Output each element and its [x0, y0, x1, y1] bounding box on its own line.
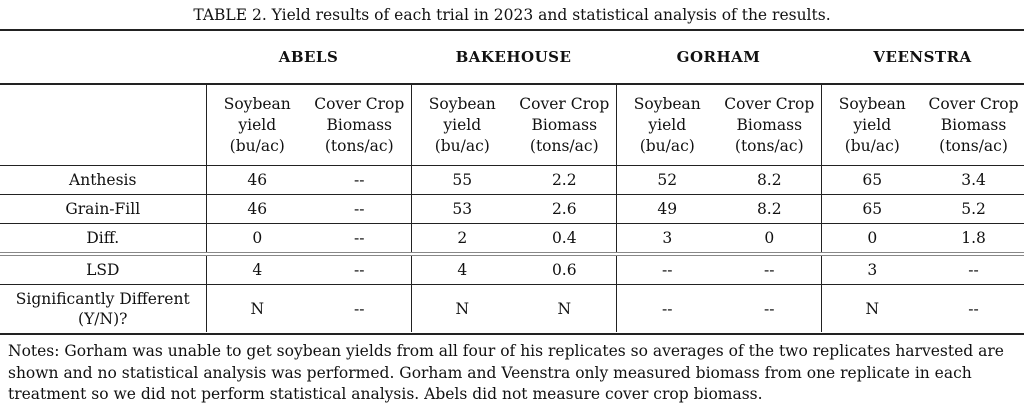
table-cell: -- — [308, 166, 411, 195]
table-cell: N — [557, 299, 572, 318]
group-header-veenstra: VEENSTRA — [821, 31, 1024, 84]
table-cell: 4 — [411, 254, 513, 285]
subheader-cover-crop-biomass: Cover Crop Biomass (tons/ac) — [513, 84, 616, 166]
table-cell: 3 — [821, 254, 923, 285]
subheader-soybean-yield: Soybean yield (bu/ac) — [616, 84, 718, 166]
table-cell: 5.2 — [923, 195, 1024, 224]
subheader-cover-crop-biomass: Cover Crop Biomass (tons/ac) — [923, 84, 1024, 166]
yield-results-table — [0, 31, 1024, 332]
table-cell: -- — [308, 195, 411, 224]
subheader-soybean-yield: Soybean yield (bu/ac) — [411, 84, 513, 166]
table-cell: 46 — [206, 195, 308, 224]
table-cell: 49 — [616, 195, 718, 224]
table-row-grain-fill — [0, 195, 1024, 224]
table-cell: 1.8 — [923, 224, 1024, 255]
group-header-abels: ABELS — [206, 31, 411, 84]
subheader-cover-crop-biomass: Cover Crop Biomass (tons/ac) — [308, 84, 411, 166]
table-cell: 2.2 — [513, 166, 616, 195]
table-cell: 4 — [206, 254, 308, 285]
table-cell: 65 — [821, 195, 923, 224]
subheader-soybean-yield: Soybean yield (bu/ac) — [206, 84, 308, 166]
table-cell: 46 — [206, 166, 308, 195]
table-cell: 0 — [206, 224, 308, 255]
table-cell: 0 — [718, 224, 821, 255]
table-cell: 55 — [411, 166, 513, 195]
table-cell: 0.6 — [513, 254, 616, 285]
table-cell: -- — [616, 285, 718, 333]
group-header-bakehouse: BAKEHOUSE — [411, 31, 616, 84]
table-row-lsd — [0, 254, 1024, 285]
table-cell: N — [206, 285, 308, 333]
row-label: Diff. — [0, 224, 206, 255]
table-cell: 53 — [411, 195, 513, 224]
row-label: LSD — [0, 254, 206, 285]
table-cell: -- — [354, 299, 365, 318]
subheader-cover-crop-biomass: Cover Crop Biomass (tons/ac) — [718, 84, 821, 166]
table-row-diff — [0, 224, 1024, 255]
row-label: Grain-Fill — [0, 195, 206, 224]
table-cell: 3.4 — [923, 166, 1024, 195]
group-header-gorham: GORHAM — [616, 31, 821, 84]
table-cell: 8.2 — [718, 195, 821, 224]
table-row-anthesis — [0, 166, 1024, 195]
table-cell: 2.6 — [513, 195, 616, 224]
table-cell: 2 — [411, 224, 513, 255]
table-cell: -- — [308, 224, 411, 255]
row-label: Significantly Different (Y/N)? — [15, 289, 190, 328]
table-cell: N — [411, 285, 513, 333]
table-cell: -- — [308, 254, 411, 285]
table-cell: -- — [616, 254, 718, 285]
table-notes: Notes: Gorham was unable to get soybean yields from all four of his replicates so averages of the two replicates harvested are shown and no statistical analysis was performed. Gorham and Veenstra only measured biomass from one replicate in each treatment so we did not perform statistical analysis. Abels did not measure cover crop biomass. — [0, 333, 1024, 409]
subheader-corner — [0, 84, 206, 166]
table-cell: -- — [718, 254, 821, 285]
group-header-row — [0, 31, 1024, 84]
table-cell: 0.4 — [513, 224, 616, 255]
subheader-soybean-yield: Soybean yield (bu/ac) — [821, 84, 923, 166]
table-cell: 8.2 — [718, 166, 821, 195]
table-cell: N — [821, 285, 923, 333]
table-cell: 52 — [616, 166, 718, 195]
table-cell: 3 — [616, 224, 718, 255]
row-label: Anthesis — [0, 166, 206, 195]
corner-cell — [0, 31, 206, 84]
table-cell: -- — [764, 299, 775, 318]
table-cell: 0 — [821, 224, 923, 255]
table-cell: -- — [968, 299, 979, 318]
table-cell: 65 — [821, 166, 923, 195]
table-caption: TABLE 2. Yield results of each trial in 2023 and statistical analysis of the results. — [0, 0, 1024, 31]
subheader-row — [0, 84, 1024, 166]
table-row-significantly-different — [0, 285, 1024, 333]
table-cell: -- — [923, 254, 1024, 285]
